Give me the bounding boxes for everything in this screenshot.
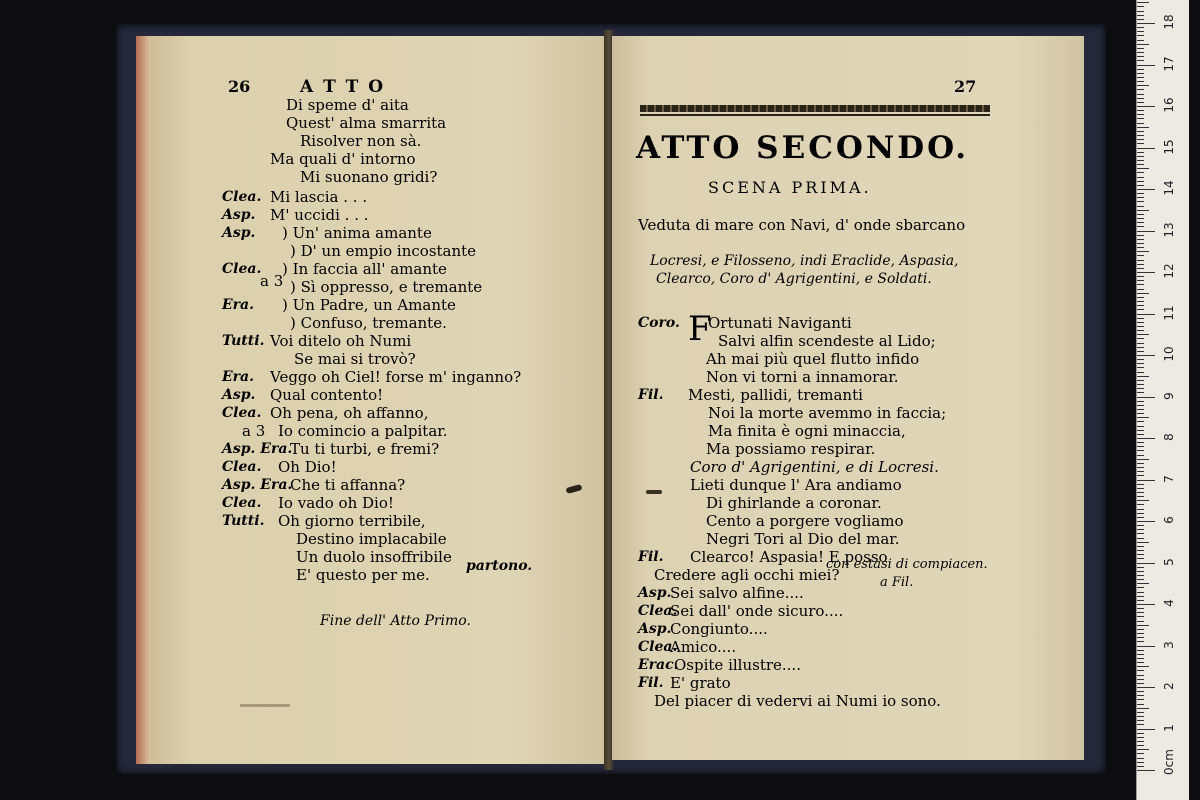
ruler-tick: [1137, 633, 1144, 634]
ruler-tick: [1137, 654, 1144, 655]
ruler-number: 13: [1162, 221, 1176, 238]
ruler-tick: [1137, 625, 1149, 626]
ruler-number: 4: [1162, 599, 1176, 607]
ruler-tick: [1137, 484, 1144, 485]
ruler-tick: [1137, 658, 1144, 659]
ruler-tick: [1137, 455, 1144, 456]
ruler-number: 12: [1162, 263, 1176, 279]
ruler-tick: [1137, 135, 1144, 136]
ruler-unit-label: 0cm: [1162, 749, 1176, 775]
ruler-tick: [1137, 575, 1144, 576]
ruler-tick: [1137, 330, 1144, 331]
library-stamp: [240, 704, 290, 707]
ruler-tick: [1137, 392, 1144, 393]
left-speaker: Asp. Era.: [222, 477, 293, 493]
ruler-tick: [1137, 338, 1144, 339]
ruler-tick: [1137, 724, 1144, 725]
ruler-tick: [1137, 106, 1155, 107]
ruler-tick: [1137, 745, 1144, 746]
ruler-tick: [1137, 687, 1155, 688]
ruler-tick: [1137, 753, 1144, 754]
ruler-tick: [1137, 81, 1144, 82]
left-line: Che ti affanna?: [290, 476, 406, 494]
ruler-tick: [1137, 73, 1144, 74]
ruler-tick: [1137, 6, 1144, 7]
left-line: Se mai si trovò?: [294, 350, 416, 368]
ruler-tick: [1137, 488, 1144, 489]
right-line: Ma finita è ogni minaccia,: [708, 422, 906, 440]
ruler-tick: [1137, 712, 1144, 713]
ruler-tick: [1137, 189, 1155, 190]
ruler-tick: [1137, 500, 1149, 501]
a3-marker: a 3: [260, 272, 284, 290]
ruler-tick: [1137, 123, 1144, 124]
ink-mark: [646, 490, 662, 494]
ruler-tick: [1137, 343, 1144, 344]
ruler-tick: [1137, 388, 1144, 389]
ruler-number: 8: [1162, 433, 1176, 441]
ruler-tick: [1137, 272, 1155, 273]
ruler-tick: [1137, 409, 1144, 410]
ruler-tick: [1137, 201, 1144, 202]
right-line: Ortunati Naviganti: [708, 314, 852, 332]
ruler-tick: [1137, 247, 1144, 248]
right-line: Sei dall' onde sicuro....: [670, 602, 844, 620]
right-line: Lieti dunque l' Ara andiamo: [690, 476, 902, 494]
ruler-number: 14: [1162, 180, 1176, 196]
ruler-tick: [1137, 2, 1149, 3]
ruler-number: 3: [1162, 640, 1176, 649]
ruler-tick: [1137, 210, 1149, 211]
ruler-tick: [1137, 401, 1144, 402]
ruler-tick: [1137, 670, 1144, 671]
ruler-tick: [1137, 641, 1144, 642]
left-line: Risolver non sà.: [300, 132, 422, 150]
ornamental-rule: [640, 105, 990, 112]
ruler-number: 11: [1162, 304, 1176, 321]
ruler-tick: [1137, 148, 1155, 149]
ruler-number: 9: [1162, 391, 1176, 400]
right-line: Sei salvo alfine....: [670, 584, 804, 602]
ruler-number: 16: [1162, 97, 1176, 113]
ruler-tick: [1137, 629, 1144, 630]
left-line: ) D' un empio incostante: [290, 242, 477, 260]
exit-direction: partono.: [466, 558, 533, 574]
ruler-tick: [1137, 60, 1144, 61]
ruler-tick: [1137, 268, 1144, 269]
ruler-tick: [1137, 367, 1144, 368]
ruler-tick: [1137, 35, 1144, 36]
ruler-tick: [1137, 405, 1144, 406]
ruler-tick: [1137, 23, 1155, 24]
ruler-tick: [1137, 318, 1144, 319]
ruler-tick: [1137, 542, 1149, 543]
right-line: Amico....: [670, 638, 737, 656]
ruler-tick: [1137, 708, 1149, 709]
ruler-tick: [1137, 251, 1149, 252]
ruler-tick: [1137, 214, 1144, 215]
ruler-tick: [1137, 152, 1144, 153]
ruler-tick: [1137, 264, 1144, 265]
ruler-tick: [1137, 426, 1144, 427]
right-speaker: Fil.: [638, 675, 664, 691]
ruler-tick: [1137, 276, 1144, 277]
ruler-tick: [1137, 218, 1144, 219]
ruler-tick: [1137, 351, 1144, 352]
ruler-number: 10: [1162, 346, 1176, 362]
ruler-tick: [1137, 19, 1144, 20]
ruler-tick: [1137, 185, 1144, 186]
ruler-tick: [1137, 384, 1144, 385]
ruler-tick: [1137, 450, 1144, 451]
ruler-tick: [1137, 334, 1149, 335]
ruler-tick: [1137, 509, 1144, 510]
right-speaker: Clea.: [638, 603, 678, 619]
right-line: E' grato: [670, 674, 731, 692]
ruler-tick: [1137, 355, 1155, 356]
ruler-tick: [1137, 550, 1144, 551]
setting-line: Veduta di mare con Navi, d' onde sbarcano: [638, 216, 966, 234]
right-line: Clearco! Aspasia! E posso: [690, 548, 888, 566]
ruler-number: 6: [1162, 516, 1176, 524]
ruler-tick: [1137, 637, 1144, 638]
left-line: Veggo oh Ciel! forse m' inganno?: [270, 368, 522, 386]
left-line: Io comincio a palpitar.: [278, 422, 448, 440]
right-line: Cento a porgere vogliamo: [706, 512, 904, 530]
left-speaker: a 3: [242, 422, 266, 440]
ruler-tick: [1137, 305, 1144, 306]
ruler-tick: [1137, 48, 1144, 49]
ruler-tick: [1137, 533, 1144, 534]
left-line: Voi ditelo oh Numi: [270, 332, 412, 350]
ruler-tick: [1137, 359, 1144, 360]
ruler-tick: [1137, 695, 1144, 696]
ruler-number: 18: [1162, 14, 1176, 30]
left-speaker: Asp. Era.: [222, 441, 293, 457]
ruler-tick: [1137, 40, 1144, 41]
ruler-tick: [1137, 675, 1144, 676]
ruler-tick: [1137, 127, 1149, 128]
ruler-tick: [1137, 716, 1144, 717]
ruler-tick: [1137, 538, 1144, 539]
left-line: ) In faccia all' amante: [282, 260, 447, 278]
left-speaker: Era.: [222, 369, 254, 385]
ruler-tick: [1137, 704, 1144, 705]
ruler-tick: [1137, 376, 1149, 377]
ruler-tick: [1137, 27, 1144, 28]
left-speaker: Asp.: [222, 207, 256, 223]
ruler-tick: [1137, 94, 1144, 95]
ruler-tick: [1137, 156, 1144, 157]
ruler-tick: [1137, 168, 1149, 169]
ruler-tick: [1137, 372, 1144, 373]
ruler-tick: [1137, 496, 1144, 497]
ruler-tick: [1137, 309, 1144, 310]
ruler-tick: [1137, 193, 1144, 194]
right-line: Ah mai più quel flutto infido: [706, 350, 920, 368]
ruler-tick: [1137, 529, 1144, 530]
left-speaker: Era.: [222, 297, 254, 313]
drop-cap: F: [688, 309, 712, 349]
ruler-tick: [1137, 255, 1144, 256]
ruler-tick: [1137, 662, 1144, 663]
left-speaker: Clea.: [222, 459, 262, 475]
right-line: Salvi alfin scendeste al Lido;: [718, 332, 936, 350]
ruler-tick: [1137, 102, 1144, 103]
ruler-tick: [1137, 56, 1144, 57]
ruler-tick: [1137, 563, 1155, 564]
ruler-tick: [1137, 600, 1144, 601]
ruler-tick: [1137, 475, 1144, 476]
ruler-tick: [1137, 222, 1144, 223]
ruler-number: 5: [1162, 557, 1176, 566]
ruler-tick: [1137, 363, 1144, 364]
ruler-tick: [1137, 766, 1144, 767]
ruler-tick: [1137, 114, 1144, 115]
right-line: Congiunto....: [670, 620, 768, 638]
ruler-tick: [1137, 596, 1144, 597]
left-line: Oh pena, oh affanno,: [270, 404, 429, 422]
right-speaker: Asp.: [638, 585, 672, 601]
left-line: Mi lascia . . .: [270, 188, 368, 206]
ruler-tick: [1137, 733, 1144, 734]
ruler-tick: [1137, 679, 1144, 680]
ruler-tick: [1137, 612, 1144, 613]
ruler-tick: [1137, 11, 1144, 12]
ruler-tick: [1137, 89, 1144, 90]
ruler-number: 2: [1162, 682, 1176, 690]
ruler-tick: [1137, 139, 1144, 140]
ruler-tick: [1137, 289, 1144, 290]
left-line: ) Confuso, tremante.: [290, 314, 447, 332]
ruler-tick: [1137, 650, 1144, 651]
ruler-tick: [1137, 172, 1144, 173]
ruler-tick: [1137, 504, 1144, 505]
right-speaker: Asp.: [638, 621, 672, 637]
stage-direction-compiacen: con estasi di compiacen.: [826, 557, 988, 572]
ruler-tick: [1137, 293, 1149, 294]
ruler-tick: [1137, 467, 1144, 468]
left-line: Mi suonano gridi?: [300, 168, 438, 186]
left-line: ) Un Padre, un Amante: [282, 296, 456, 314]
ruler-number: 17: [1162, 55, 1176, 72]
ruler-tick: [1137, 749, 1149, 750]
ruler-tick: [1137, 326, 1144, 327]
ruler-tick: [1137, 226, 1144, 227]
ruler-tick: [1137, 260, 1144, 261]
right-line: Mesti, pallidi, tremanti: [688, 386, 863, 404]
left-speaker: Clea.: [222, 189, 262, 205]
ruler-tick: [1137, 397, 1155, 398]
left-speaker: Clea.: [222, 495, 262, 511]
left-line: ) Un' anima amante: [282, 224, 432, 242]
ruler-tick: [1137, 69, 1144, 70]
ruler-tick: [1137, 181, 1144, 182]
ruler-tick: [1137, 297, 1144, 298]
ruler-tick: [1137, 492, 1144, 493]
ruler-tick: [1137, 347, 1144, 348]
right-line: Credere agli occhi miei?: [654, 566, 840, 584]
left-page-number: 26: [228, 77, 251, 96]
ruler-tick: [1137, 720, 1144, 721]
ruler-tick: [1137, 699, 1144, 700]
ruler-tick: [1137, 691, 1144, 692]
left-line: Quest' alma smarrita: [286, 114, 447, 132]
ruler-tick: [1137, 235, 1144, 236]
ruler-tick: [1137, 15, 1144, 16]
ruler-tick: [1137, 480, 1155, 481]
ruler-tick: [1137, 587, 1144, 588]
left-speaker: Asp.: [222, 387, 256, 403]
ruler-tick: [1137, 621, 1144, 622]
left-line: Un duolo insoffribile: [296, 548, 452, 566]
right-speaker: Fil.: [638, 549, 664, 565]
ruler-tick: [1137, 459, 1149, 460]
end-of-act-note: Fine dell' Atto Primo.: [320, 613, 471, 629]
ruler-tick: [1137, 770, 1155, 771]
left-line: M' uccidi . . .: [270, 206, 369, 224]
ruler-tick: [1137, 608, 1144, 609]
ruler-tick: [1137, 567, 1144, 568]
ruler-tick: [1137, 164, 1144, 165]
ruler-tick: [1137, 98, 1144, 99]
ruler-tick: [1137, 583, 1149, 584]
characters-line-1: Locresi, e Filosseno, indi Eraclide, Aspasia,: [650, 253, 959, 269]
ruler-tick: [1137, 616, 1144, 617]
ruler-tick: [1137, 231, 1155, 232]
left-running-head: A T T O: [300, 77, 386, 97]
ruler-tick: [1137, 110, 1144, 111]
right-line: Ospite illustre....: [674, 656, 801, 674]
left-speaker: Tutti.: [222, 513, 265, 529]
ruler-tick: [1137, 206, 1144, 207]
left-line: Di speme d' aita: [286, 96, 409, 114]
ruler-tick: [1137, 85, 1149, 86]
right-line: Coro d' Agrigentini, e di Locresi.: [690, 458, 939, 476]
ruler-tick: [1137, 421, 1144, 422]
ruler-tick: [1137, 143, 1144, 144]
ruler-tick: [1137, 517, 1144, 518]
ruler-tick: [1137, 380, 1144, 381]
left-line: ) Sì oppresso, e tremante: [290, 278, 483, 296]
ruler-tick: [1137, 197, 1144, 198]
ruler-tick: [1137, 513, 1144, 514]
ruler-tick: [1137, 571, 1144, 572]
ruler-tick: [1137, 177, 1144, 178]
left-speaker: Tutti.: [222, 333, 265, 349]
ruler-tick: [1137, 604, 1155, 605]
ruler-tick: [1137, 546, 1144, 547]
ruler-tick: [1137, 434, 1144, 435]
left-line: Oh Dio!: [278, 458, 337, 476]
ruler-tick: [1137, 554, 1144, 555]
right-line: Di ghirlande a coronar.: [706, 494, 882, 512]
ruler-tick: [1137, 666, 1149, 667]
ruler-tick: [1137, 592, 1144, 593]
left-line: Oh giorno terribile,: [278, 512, 426, 530]
ruler-tick: [1137, 442, 1144, 443]
right-line: Noi la morte avemmo in faccia;: [708, 404, 947, 422]
ruler-tick: [1137, 683, 1144, 684]
ruler-tick: [1137, 558, 1144, 559]
ruler-tick: [1137, 471, 1144, 472]
ruler-number: 7: [1162, 474, 1176, 483]
left-speaker: Asp.: [222, 225, 256, 241]
ruler-tick: [1137, 463, 1144, 464]
ruler-tick: [1137, 160, 1144, 161]
ruler-tick: [1137, 762, 1144, 763]
ruler-number: 15: [1162, 138, 1176, 155]
ruler-tick: [1137, 417, 1149, 418]
ruler-number: 1: [1162, 723, 1176, 732]
ruler-tick: [1137, 579, 1144, 580]
ruler-tick: [1137, 741, 1144, 742]
characters-line-2: Clearco, Coro d' Agrigentini, e Soldati.: [656, 271, 932, 287]
stage-direction-a-fil: a Fil.: [880, 575, 914, 590]
ruler-tick: [1137, 284, 1144, 285]
left-speaker: Clea.: [222, 405, 262, 421]
right-speaker: Fil.: [638, 387, 664, 403]
right-speaker: Clea.: [638, 639, 678, 655]
measurement-ruler: [1136, 0, 1189, 800]
ornamental-rule-thin: [640, 114, 990, 116]
ruler-tick: [1137, 52, 1144, 53]
ruler-tick: [1137, 239, 1144, 240]
ruler-tick: [1137, 446, 1144, 447]
left-speaker: Clea.: [222, 261, 262, 277]
ruler-tick: [1137, 525, 1144, 526]
left-line: Destino implacabile: [296, 530, 447, 548]
right-line: Ma possiamo respirar.: [706, 440, 876, 458]
ruler-tick: [1137, 438, 1155, 439]
ruler-tick: [1137, 646, 1155, 647]
ruler-tick: [1137, 31, 1144, 32]
ruler-tick: [1137, 77, 1144, 78]
ruler-tick: [1137, 243, 1144, 244]
ruler-tick: [1137, 280, 1144, 281]
right-speaker: Coro.: [638, 315, 680, 331]
ruler-tick: [1137, 118, 1144, 119]
right-line: Negri Tori al Dio del mar.: [706, 530, 900, 548]
ruler-tick: [1137, 322, 1144, 323]
right-page-number: 27: [954, 77, 977, 96]
ruler-tick: [1137, 65, 1155, 66]
ruler-tick: [1137, 131, 1144, 132]
ruler-tick: [1137, 737, 1144, 738]
ruler-tick: [1137, 758, 1144, 759]
ruler-tick: [1137, 729, 1155, 730]
right-speaker: Erac.: [638, 657, 679, 673]
left-line: Io vado oh Dio!: [278, 494, 394, 512]
right-line: Non vi torni a innamorar.: [706, 368, 899, 386]
ruler-tick: [1137, 301, 1144, 302]
left-line: Ma quali d' intorno: [270, 150, 416, 168]
ruler-tick: [1137, 430, 1144, 431]
ruler-tick: [1137, 521, 1155, 522]
left-line: E' questo per me.: [296, 566, 430, 584]
ruler-tick: [1137, 44, 1149, 45]
ruler-tick: [1137, 413, 1144, 414]
ruler-tick: [1137, 314, 1155, 315]
right-line: Del piacer di vedervi ai Numi io sono.: [654, 692, 941, 710]
act-title: ATTO SECONDO.: [636, 130, 970, 166]
left-line: Qual contento!: [270, 386, 384, 404]
left-line: Tu ti turbi, e fremi?: [290, 440, 440, 458]
scene-heading: SCENA PRIMA.: [708, 178, 872, 197]
